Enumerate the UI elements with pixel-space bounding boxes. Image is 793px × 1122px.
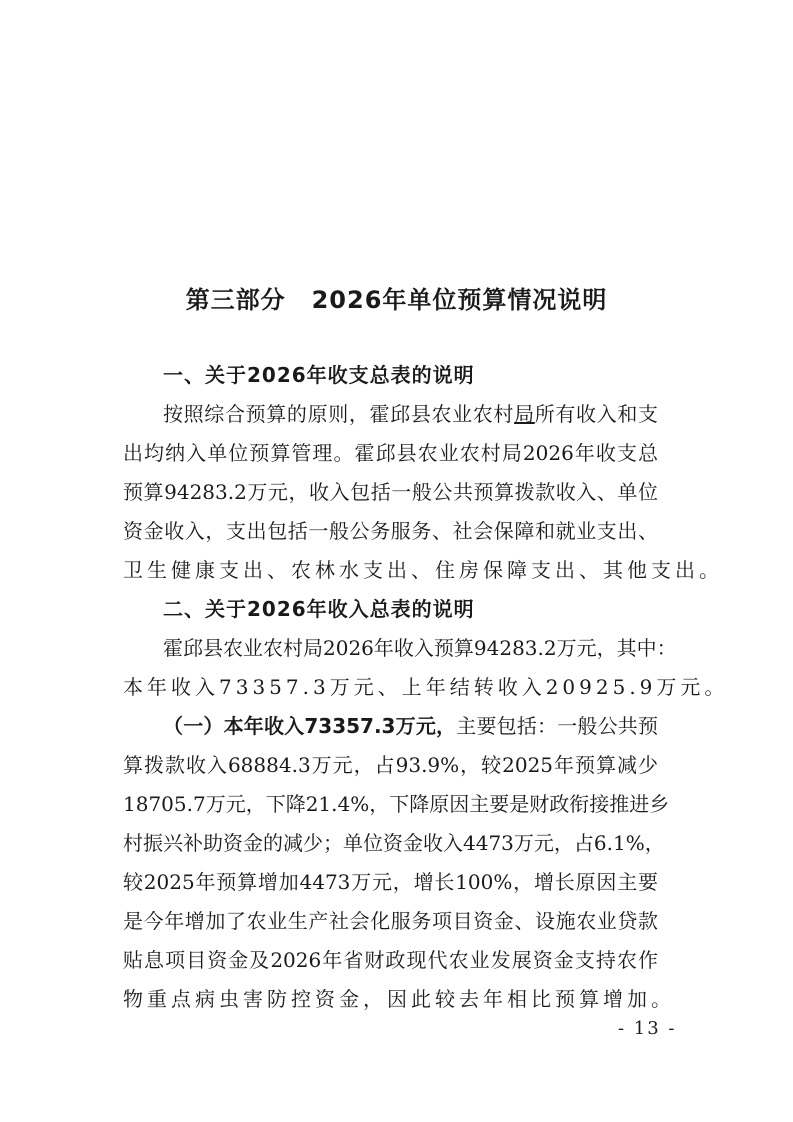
paragraph-line: 物重点病虫害防控资金，因此较去年相比预算增加。 [123, 987, 675, 1011]
paragraph-line: 霍邱县农业农村局2026年收入预算94283.2万元，其中： [163, 636, 677, 660]
paragraph-line: 预算94283.2万元，收入包括一般公共预算拨款收入、单位 [123, 480, 658, 504]
paragraph-line: 卫生健康支出、农林水支出、住房保障支出、其他支出。 [123, 558, 723, 582]
paragraph-line [123, 395, 658, 434]
title-text: 2026年单位预算情况说明 [311, 286, 608, 314]
title-part: 第三部分 [185, 286, 286, 314]
section-heading: 二、关于2026年收入总表的说明 [163, 597, 475, 621]
text-span: 主要包括：一般公共预 [456, 714, 659, 738]
paragraph-line [123, 707, 658, 746]
paragraph-line: 资金收入，支出包括一般公务服务、社会保障和就业支出、 [123, 519, 658, 543]
paragraph-line: 出均纳入单位预算管理。霍邱县农业农村局2026年收支总 [123, 441, 658, 465]
page-number: - 13 - [618, 1018, 677, 1039]
paragraph-line: 贴息项目资金及2026年省财政现代农业发展资金支持农作 [123, 948, 658, 972]
underlined-text: 局 [514, 402, 535, 426]
paragraph-line: 算拨款收入68884.3万元，占93.9%，较2025年预算减少 [123, 753, 658, 777]
subsection-heading: （一）本年收入73357.3万元， [163, 714, 457, 738]
section-heading: 一、关于2026年收支总表的说明 [163, 363, 475, 387]
paragraph-line: 村振兴补助资金的减少；单位资金收入4473万元，占6.1%， [123, 831, 665, 855]
page-title [0, 280, 793, 315]
text-span: 所有收入和支 [534, 402, 659, 426]
paragraph-line: 较2025年预算增加4473万元，增长100%，增长原因主要 [123, 870, 658, 894]
paragraph-line: 是今年增加了农业生产社会化服务项目资金、设施农业贷款 [123, 909, 658, 933]
document-body [123, 356, 729, 1019]
paragraph-line: 本年收入73357.3万元、上年结转收入20925.9万元。 [123, 675, 729, 699]
paragraph-line: 18705.7万元，下降21.4%，下降原因主要是财政衔接推进乡 [123, 792, 670, 816]
text-span: 按照综合预算的原则，霍邱县农业农村 [163, 402, 515, 426]
